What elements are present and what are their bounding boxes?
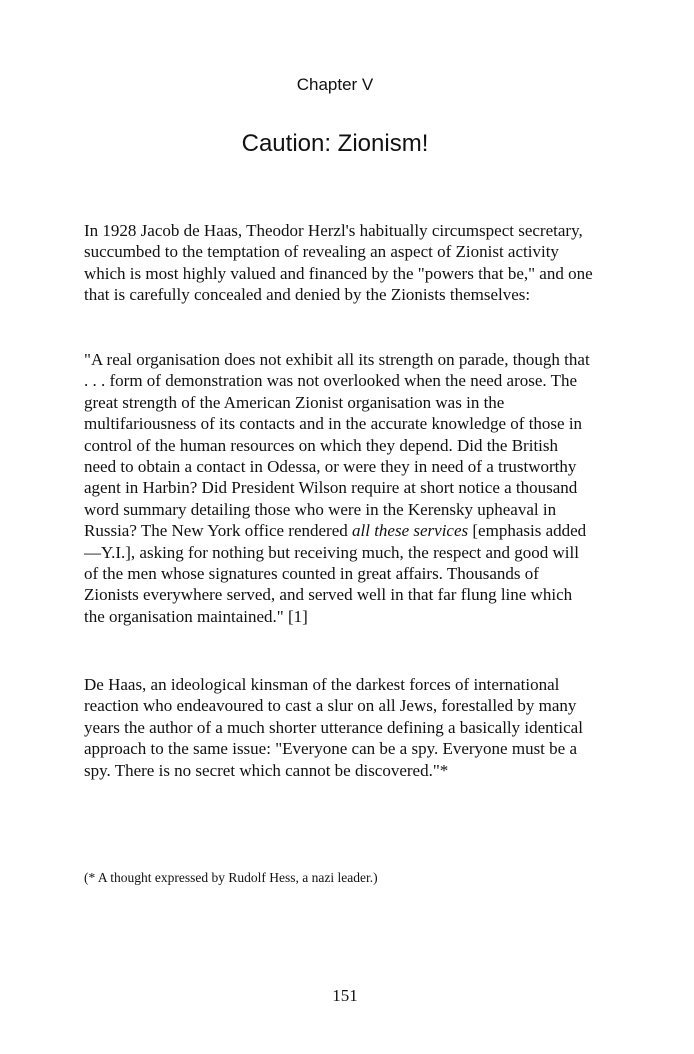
page-number: 151: [332, 986, 358, 1005]
paragraph-2-text: [84, 349, 594, 627]
paragraph-2-quote: [84, 349, 594, 627]
quote-text-after: [emphasis added—Y.I.], asking for nothing but receiving much, the respect and good will of the men whose signatures counted in great affairs. Thousands of Zionists everywhere served, and served well in that far flung line which the organisation maintained." [1]: [84, 521, 587, 626]
chapter-label: Chapter V: [296, 75, 374, 94]
paragraph-3-text: De Haas, an ideological kinsman of the darkest forces of international reaction who endeavoured to cast a slur on all Jews, forestalled by many years the author of a much shorter utterance defining a basically identical approach to the same issue: "Everyone can be a spy. Everyone must be a spy. There is no secret which cannot be discovered."*: [84, 675, 583, 780]
chapter-title: Caution: Zionism!: [241, 130, 429, 157]
paragraph-1-text: In 1928 Jacob de Haas, Theodor Herzl's habitually circumspect secretary, succumbed to the temptation of revealing an aspect of Zionist activity which is most highly valued and financed by the "powers that be," and one that is carefully concealed and denied by the Zionists themselves:: [84, 221, 593, 305]
paragraph-3: [84, 674, 594, 781]
quote-text-before: "A real organisation does not exhibit all its strength on parade, though that . . . form of demonstration was not overlooked when the need arose. The great strength of the American Zionist organisation was in the multifariousness of its contacts and in the accurate knowledge of those in control of the human resources on which they depend. Did the British need to obtain a contact in Odessa, or were they in need of a trustworthy agent in Harbin? Did President Wilson require at short notice a thousand word summary detailing those who were in the Kerensky upheaval in Russia? The New York office rendered: [84, 350, 590, 541]
paragraph-1: [84, 220, 594, 306]
quote-emphasis: all these services: [352, 521, 469, 541]
footnote: (* A thought expressed by Rudolf Hess, a nazi leader.): [84, 870, 378, 885]
